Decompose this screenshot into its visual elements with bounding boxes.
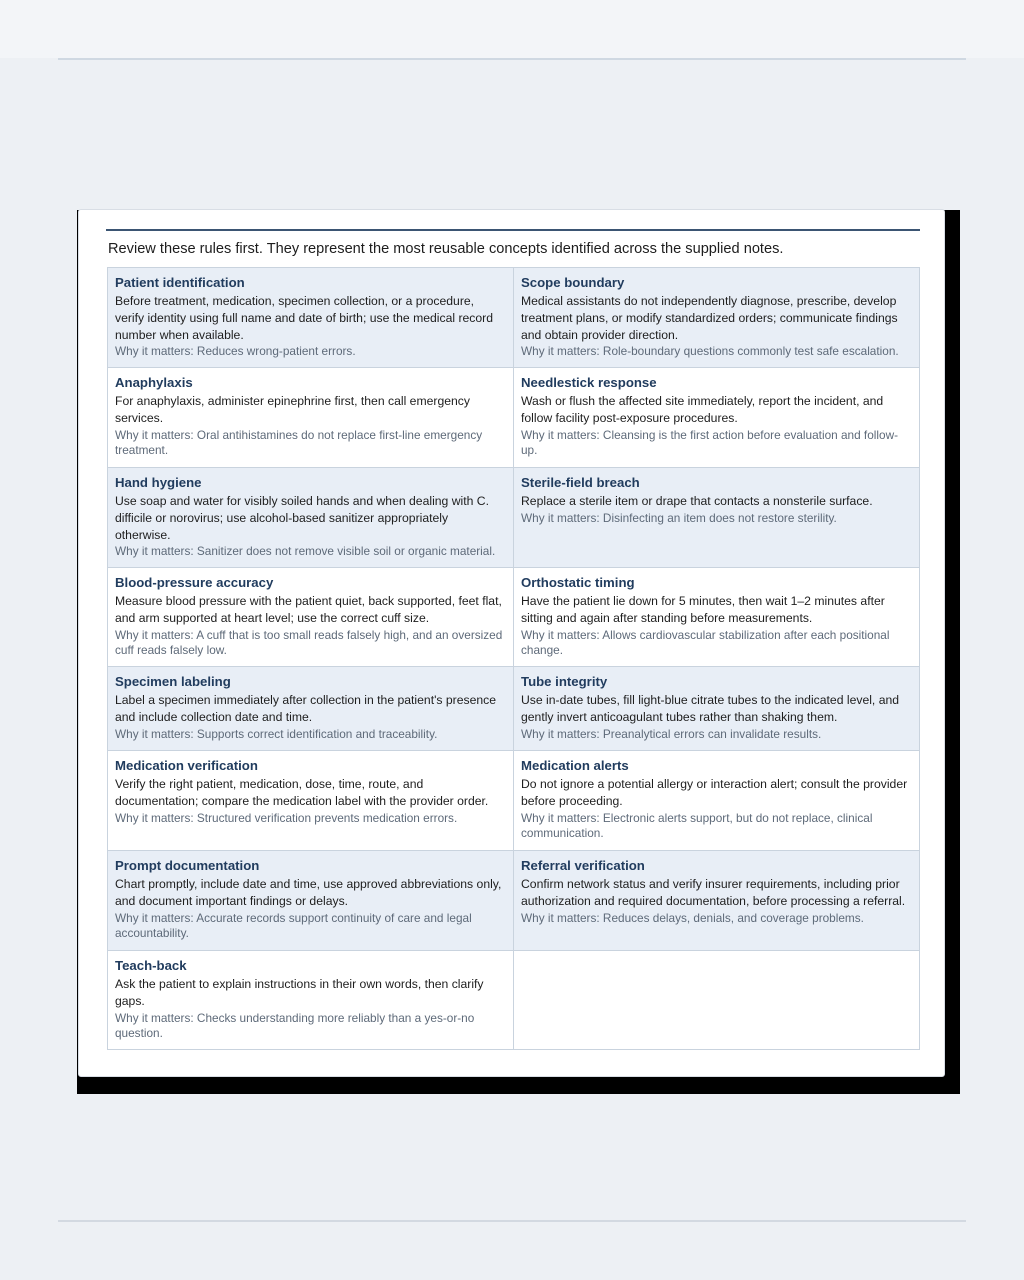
rule-why: Why it matters: Cleansing is the first action before evaluation and follow-up.	[521, 427, 899, 458]
rule-title: Specimen labeling	[115, 674, 231, 689]
rules-row	[108, 468, 920, 568]
rules-row	[108, 751, 920, 851]
rule-why: Why it matters: Electronic alerts support, but do not replace, clinical communication.	[521, 810, 873, 841]
rule-title: Scope boundary	[521, 275, 625, 290]
rule-body: Have the patient lie down for 5 minutes, then wait 1–2 minutes after sitting and again after standing before measurements.	[521, 594, 885, 625]
rule-why: Why it matters: Disinfecting an item does not restore sterility.	[521, 510, 837, 525]
rule-body: Use in-date tubes, fill light-blue citrate tubes to the indicated level, and gently invert anticoagulant tubes rather than shaking them.	[521, 693, 900, 724]
rule-body: Do not ignore a potential allergy or interaction alert; consult the provider before proceeding.	[521, 777, 908, 808]
rule-body: Replace a sterile item or drape that contacts a nonsterile surface.	[521, 494, 873, 508]
rule-card	[108, 751, 514, 851]
rule-card	[514, 368, 920, 468]
rule-card	[514, 568, 920, 667]
rule-card	[108, 951, 514, 1050]
rules-row	[108, 667, 920, 751]
rule-card	[514, 751, 920, 851]
rules-row	[108, 851, 920, 951]
rule-title: Referral verification	[521, 858, 645, 873]
rule-title: Anaphylaxis	[115, 375, 193, 390]
header-rule	[106, 229, 920, 231]
rule-body: Ask the patient to explain instructions in their own words, then clarify gaps.	[115, 977, 484, 1008]
rule-card	[514, 268, 920, 368]
rule-why: Why it matters: Role-boundary questions commonly test safe escalation.	[521, 344, 899, 359]
rule-card	[108, 468, 514, 568]
empty-cell	[514, 951, 920, 1050]
top-toolbar-area	[0, 0, 1024, 58]
rule-title: Hand hygiene	[115, 475, 202, 490]
document-page	[78, 209, 945, 1077]
rule-why: Why it matters: Reduces wrong-patient errors.	[115, 344, 356, 359]
rule-card	[514, 851, 920, 951]
rule-why: Why it matters: Structured verification prevents medication errors.	[115, 810, 458, 825]
rule-title: Tube integrity	[521, 674, 608, 689]
rule-card	[108, 667, 514, 751]
rule-why: Why it matters: A cuff that is too small reads falsely high, and an oversized cuff reads falsely low.	[115, 627, 503, 658]
rule-why: Why it matters: Preanalytical errors can invalidate results.	[521, 726, 822, 741]
rules-row	[108, 268, 920, 368]
rule-title: Orthostatic timing	[521, 575, 635, 590]
rule-why: Why it matters: Allows cardiovascular stabilization after each positional change.	[521, 627, 890, 658]
rule-title: Blood-pressure accuracy	[115, 575, 274, 590]
bottom-divider	[58, 1220, 966, 1222]
rule-title: Teach-back	[115, 958, 187, 973]
rule-body: Confirm network status and verify insurer requirements, including prior authorization and required documentation, before processing a referral.	[521, 877, 906, 908]
rule-card	[108, 851, 514, 951]
rule-body: For anaphylaxis, administer epinephrine first, then call emergency services.	[115, 394, 470, 425]
rule-title: Medication verification	[115, 758, 258, 773]
rule-card	[108, 268, 514, 368]
rule-body: Measure blood pressure with the patient quiet, back supported, feet flat, and arm supported at heart level; use the correct cuff size.	[115, 594, 502, 625]
rule-body: Label a specimen immediately after collection in the patient's presence and include collection date and time.	[115, 693, 497, 724]
rule-why: Why it matters: Reduces delays, denials, and coverage problems.	[521, 910, 864, 925]
rule-why: Why it matters: Supports correct identification and traceability.	[115, 726, 438, 741]
top-divider	[58, 58, 966, 60]
rule-card	[108, 368, 514, 468]
rule-card	[514, 667, 920, 751]
rule-why: Why it matters: Accurate records support continuity of care and legal accountability.	[115, 910, 472, 941]
intro-text: Review these rules first. They represent the most reusable concepts identified across the supplied notes.	[108, 241, 784, 257]
rule-card	[108, 568, 514, 667]
rule-body: Wash or flush the affected site immediately, report the incident, and follow facility post-exposure procedures.	[521, 394, 884, 425]
rule-title: Sterile-field breach	[521, 475, 640, 490]
rule-why: Why it matters: Oral antihistamines do not replace first-line emergency treatment.	[115, 427, 483, 458]
rule-body: Medical assistants do not independently diagnose, prescribe, develop treatment plans, or modify standardized orders; communicate findings and obtain provider direction.	[521, 294, 898, 342]
rule-why: Why it matters: Sanitizer does not remove visible soil or organic material.	[115, 544, 496, 559]
rule-body: Before treatment, medication, specimen collection, or a procedure, verify identity using full name and date of birth; use the medical record number when available.	[115, 294, 494, 342]
rules-table	[107, 267, 920, 1050]
rules-row	[108, 951, 920, 1050]
rule-title: Needlestick response	[521, 375, 657, 390]
rule-card	[514, 468, 920, 568]
rule-body: Use soap and water for visibly soiled hands and when dealing with C. difficile or norovirus; use alcohol-based sanitizer appropriately otherwise.	[115, 494, 489, 542]
rule-title: Prompt documentation	[115, 858, 260, 873]
rule-body: Chart promptly, include date and time, use approved abbreviations only, and document important findings or delays.	[115, 877, 502, 908]
rules-row	[108, 368, 920, 468]
rules-row	[108, 568, 920, 667]
rule-title: Patient identification	[115, 275, 245, 290]
rule-body: Verify the right patient, medication, dose, time, route, and documentation; compare the medication label with the provider order.	[115, 777, 489, 808]
rule-title: Medication alerts	[521, 758, 629, 773]
rule-why: Why it matters: Checks understanding more reliably than a yes-or-no question.	[115, 1010, 475, 1041]
